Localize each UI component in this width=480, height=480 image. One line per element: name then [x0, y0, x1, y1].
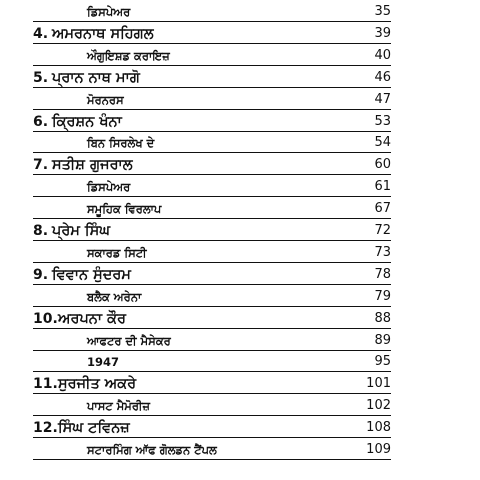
row-divider	[33, 437, 391, 438]
toc-chapter-row	[0, 23, 480, 45]
toc-subentry-row	[0, 395, 480, 417]
page-number: 61	[374, 179, 391, 195]
row-divider	[33, 262, 391, 263]
toc-subentry-row	[0, 351, 480, 373]
page-number: 46	[374, 69, 391, 85]
row-divider	[33, 87, 391, 88]
row-divider	[33, 174, 391, 175]
toc-subentry-row	[0, 1, 480, 23]
row-divider	[33, 371, 391, 372]
subentry-title: ਡਿਸਪੇਅਰ	[87, 5, 131, 19]
toc-chapter-row	[0, 111, 480, 133]
row-divider	[33, 240, 391, 241]
chapter-number: 5.	[33, 69, 49, 86]
row-divider	[33, 306, 391, 307]
row-divider	[33, 65, 391, 66]
page-number: 40	[374, 47, 391, 63]
toc-chapter-row	[0, 417, 480, 439]
chapter-title: ਸੁਰਜੀਤ ਅਕਰੇ	[58, 376, 137, 393]
row-divider	[33, 43, 391, 44]
page-number: 89	[374, 332, 391, 348]
toc-subentry-row	[0, 89, 480, 111]
page-number: 78	[374, 266, 391, 282]
subentry-title: ਸਟਾਰਮਿੰਗ ਆੱਫ ਗੋਲਡਨ ਟੈਂਪਲ	[87, 443, 217, 457]
toc-subentry-row	[0, 132, 480, 154]
toc-chapter-row	[0, 264, 480, 286]
chapter-number: 9.	[33, 266, 49, 283]
subentry-title: ਬਿਨ ਸਿਰਲੇਖ ਦੇ	[87, 136, 155, 151]
page-number: 53	[374, 113, 391, 129]
subentry-title: ਸਮੂਹਿਕ ਵਿਰਲਾਪ	[87, 202, 162, 217]
page-number: 67	[374, 201, 391, 217]
subentry-title: ਪਾਸਟ ਮੈਮੋਰੀਜ਼	[87, 399, 150, 414]
page-number: 72	[374, 223, 391, 238]
toc-chapter-row	[0, 154, 480, 176]
page-number: 88	[374, 310, 391, 326]
toc-subentry-row	[0, 439, 480, 461]
subentry-title: ਡਿਸਪੇਅਰ	[87, 180, 131, 195]
subentry-title: ਸਕਾਰਡ ਸਿਟੀ	[87, 245, 147, 260]
chapter-number: 7.	[33, 157, 49, 174]
page-number: 101	[366, 376, 391, 392]
toc-subentry-row	[0, 198, 480, 220]
chapter-title: ਸਿੰਘ ਟਵਿਨਜ਼	[58, 420, 130, 437]
chapter-title: ਅਮਰਨਾਥ ਸਹਿਗਲ	[52, 25, 154, 42]
row-divider	[33, 218, 391, 219]
subentry-title: ਆਫਟਰ ਦੀ ਮੈਸੇਕਰ	[87, 333, 171, 348]
page-number: 54	[374, 135, 391, 151]
page-number: 102	[366, 398, 391, 414]
toc-subentry-row	[0, 45, 480, 67]
chapter-title: ਪ੍ਰਾਨ ਨਾਥ ਮਾਗੋ	[52, 69, 140, 86]
chapter-number: 4.	[33, 25, 49, 42]
chapter-number: 11.	[33, 376, 58, 393]
toc-chapter-row	[0, 67, 480, 89]
row-divider	[33, 152, 391, 153]
subentry-title: 1947	[87, 355, 120, 370]
chapter-title: ਪ੍ਰੇਮ ਸਿੰਘ	[52, 223, 111, 239]
row-divider	[33, 196, 391, 197]
row-divider	[33, 109, 391, 110]
row-divider	[33, 415, 391, 416]
row-divider	[33, 131, 391, 132]
chapter-title: ਅਰਪਨਾ ਕੌਰ	[58, 310, 126, 327]
toc-chapter-row	[0, 220, 480, 242]
toc-chapter-row	[0, 308, 480, 330]
row-divider	[33, 393, 391, 394]
row-divider	[33, 328, 391, 329]
toc-subentry-row	[0, 286, 480, 308]
page-number: 39	[374, 25, 391, 41]
row-divider	[33, 284, 391, 285]
subentry-title: ਮੋਰਨਰਸ	[87, 92, 124, 107]
chapter-title: ਕ੍ਰਿਸ਼ਨ ਖੰਨਾ	[52, 113, 122, 130]
subentry-title: ਔਗੁਇਸ਼ਡ ਕਰਾਇਜ਼	[87, 48, 170, 63]
page-number: 108	[366, 420, 391, 436]
page-number: 35	[374, 4, 391, 19]
row-divider	[33, 459, 391, 460]
page-number: 47	[374, 91, 391, 107]
row-divider	[33, 21, 391, 22]
subentry-title: ਬਲੈਕ ਅਰੇਨਾ	[87, 289, 142, 304]
chapter-title: ਵਿਵਾਨ ਸੁੰਦਰਮ	[52, 266, 131, 283]
page-number: 109	[366, 442, 391, 457]
chapter-title: ਸਤੀਸ਼ ਗੁਜਰਾਲ	[52, 157, 133, 174]
chapter-number: 12.	[33, 420, 58, 437]
toc-subentry-row	[0, 330, 480, 352]
chapter-number: 6.	[33, 113, 49, 130]
page-number: 73	[374, 244, 391, 260]
page-number: 60	[374, 157, 391, 173]
toc-subentry-row	[0, 176, 480, 198]
chapter-number: 10.	[33, 310, 58, 327]
page-number: 79	[374, 288, 391, 304]
toc-chapter-row	[0, 373, 480, 395]
toc-subentry-row	[0, 242, 480, 264]
chapter-number: 8.	[33, 223, 49, 239]
row-divider	[33, 350, 391, 351]
page-number: 95	[374, 354, 391, 370]
